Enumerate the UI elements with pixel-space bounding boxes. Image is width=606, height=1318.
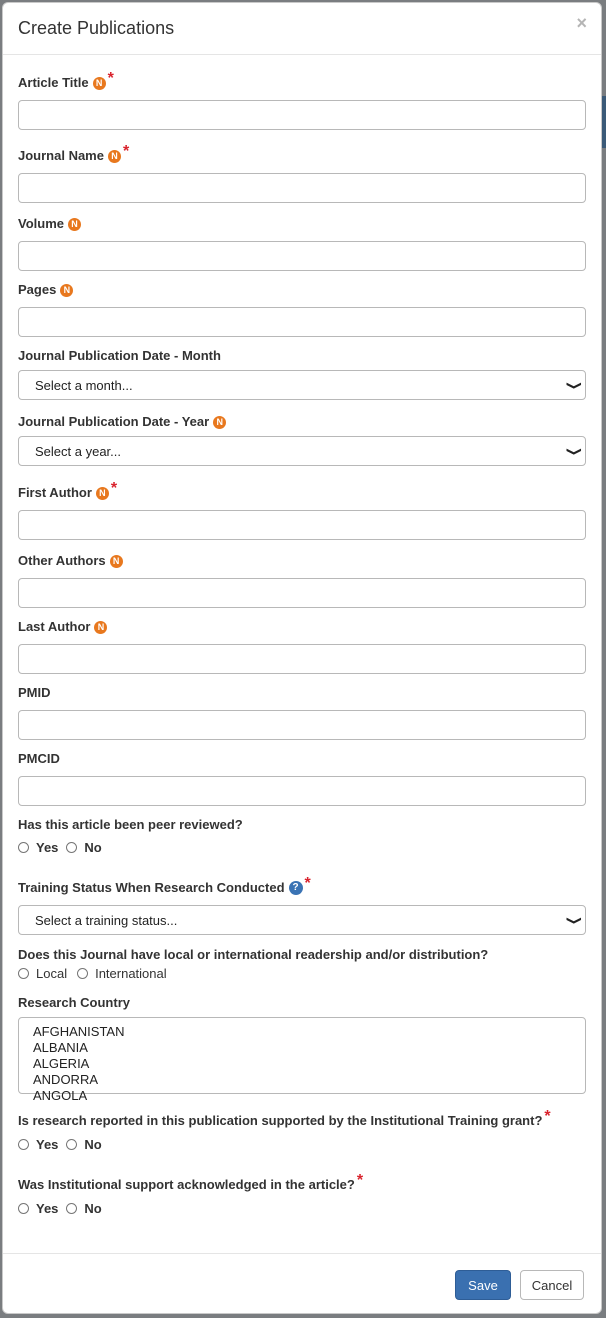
journal-name-label: Journal Name [18,148,104,163]
pub-year-field [18,414,586,466]
n-badge-icon: N [110,555,123,568]
radio-icon [18,1139,29,1150]
radio-label: No [84,1201,102,1216]
required-icon: * [356,1172,364,1189]
research-country-label: Research Country [18,995,130,1010]
close-icon[interactable]: × [576,13,587,33]
peer-reviewed-yes-radio[interactable] [18,840,58,855]
n-badge-icon: N [94,621,107,634]
peer-reviewed-no-radio[interactable] [66,840,101,855]
pmid-field [18,685,586,740]
radio-label: Yes [36,840,59,855]
n-badge-icon: N [93,77,106,90]
first-author-input[interactable] [18,510,586,540]
readership-international-radio[interactable] [77,966,167,981]
journal-name-input[interactable] [18,173,586,203]
help-icon[interactable]: ? [289,881,303,895]
country-option[interactable]: ALBANIA [33,1040,88,1055]
pub-month-label: Journal Publication Date - Month [18,348,221,363]
support-acknowledged-label: Was Institutional support acknowledged in the article? [18,1177,355,1192]
modal-title: Create Publications [18,18,175,38]
radio-icon [66,842,77,853]
radio-icon [66,1203,77,1214]
article-title-input[interactable] [18,100,586,130]
required-icon: * [304,875,311,892]
radio-icon [77,968,88,979]
pages-field [18,282,586,337]
country-option[interactable]: ANDORRA [33,1072,99,1087]
grant-supported-no-radio[interactable] [66,1137,101,1152]
training-status-selected: Select a training status... [35,912,178,928]
pub-month-field [18,348,586,400]
support-acknowledged-yes-radio[interactable] [18,1201,58,1216]
radio-label: International [95,966,167,981]
pmid-label: PMID [18,685,51,700]
n-badge-icon: N [108,150,121,163]
country-option[interactable]: ANGOLA [33,1088,88,1103]
journal-name-field [18,143,586,203]
country-option[interactable]: ALGERIA [33,1056,90,1071]
radio-label: No [84,1137,102,1152]
last-author-input[interactable] [18,644,586,674]
volume-label: Volume [18,216,64,231]
peer-reviewed-label: Has this article been peer reviewed? [18,817,243,832]
peer-reviewed-radio-group [18,840,586,855]
radio-label: Yes [36,1137,59,1152]
support-acknowledged-field [18,1172,586,1216]
required-icon: * [122,143,130,160]
pages-input[interactable] [18,307,586,337]
create-publications-modal [2,2,602,1314]
required-icon: * [110,480,118,497]
pub-month-selected: Select a month... [35,377,133,393]
modal-header [3,3,601,55]
training-status-field [18,875,586,935]
volume-field [18,216,586,271]
research-country-listbox[interactable] [18,1017,586,1103]
chevron-down-icon: ❯ [565,915,582,925]
radio-icon [18,968,29,979]
radio-label: Local [36,966,68,981]
n-badge-icon: N [213,416,226,429]
other-authors-label: Other Authors [18,553,106,568]
pmcid-label: PMCID [18,751,60,766]
radio-icon [18,842,29,853]
pages-label: Pages [18,282,57,297]
chevron-down-icon: ❯ [565,446,582,456]
other-authors-field [18,553,586,608]
radio-label: No [84,840,102,855]
volume-input[interactable] [18,241,586,271]
grant-supported-label: Is research reported in this publication supported by the Institutional Training grant? [18,1113,543,1128]
country-option[interactable]: AFGHANISTAN [33,1024,125,1039]
pub-year-label: Journal Publication Date - Year [18,414,210,429]
pmid-input[interactable] [18,710,586,740]
grant-supported-yes-radio[interactable] [18,1137,58,1152]
save-button[interactable]: Save [455,1270,511,1300]
n-badge-icon: N [68,218,81,231]
readership-local-radio[interactable] [18,966,67,981]
last-author-field [18,619,586,674]
readership-field [18,947,586,981]
pub-month-select[interactable] [18,370,586,400]
n-badge-icon: N [96,487,109,500]
support-acknowledged-no-radio[interactable] [66,1201,101,1216]
training-status-select[interactable] [18,905,586,935]
peer-reviewed-field [18,817,586,855]
support-acknowledged-radio-group [18,1201,586,1216]
pmcid-input[interactable] [18,776,586,806]
radio-icon [18,1203,29,1214]
last-author-label: Last Author [18,619,91,634]
readership-radio-group [18,966,586,981]
modal-footer [3,1253,601,1315]
grant-supported-radio-group [18,1137,586,1152]
article-title-label: Article Title [18,75,89,90]
required-icon: * [544,1108,551,1125]
chevron-down-icon: ❯ [565,380,582,390]
grant-supported-field [18,1108,586,1152]
radio-label: Yes [36,1201,59,1216]
n-badge-icon: N [60,284,73,297]
required-icon: * [107,70,114,87]
research-country-field [18,995,586,1103]
first-author-field [18,480,586,540]
pub-year-selected: Select a year... [35,443,121,459]
readership-label: Does this Journal have local or international readership and/or distribution? [18,947,489,962]
cancel-button[interactable]: Cancel [520,1270,584,1300]
first-author-label: First Author [18,485,92,500]
training-status-label: Training Status When Research Conducted [18,880,285,895]
pmcid-field [18,751,586,806]
radio-icon [66,1139,77,1150]
other-authors-input[interactable] [18,578,586,608]
pub-year-select[interactable] [18,436,586,466]
article-title-field [18,70,586,130]
